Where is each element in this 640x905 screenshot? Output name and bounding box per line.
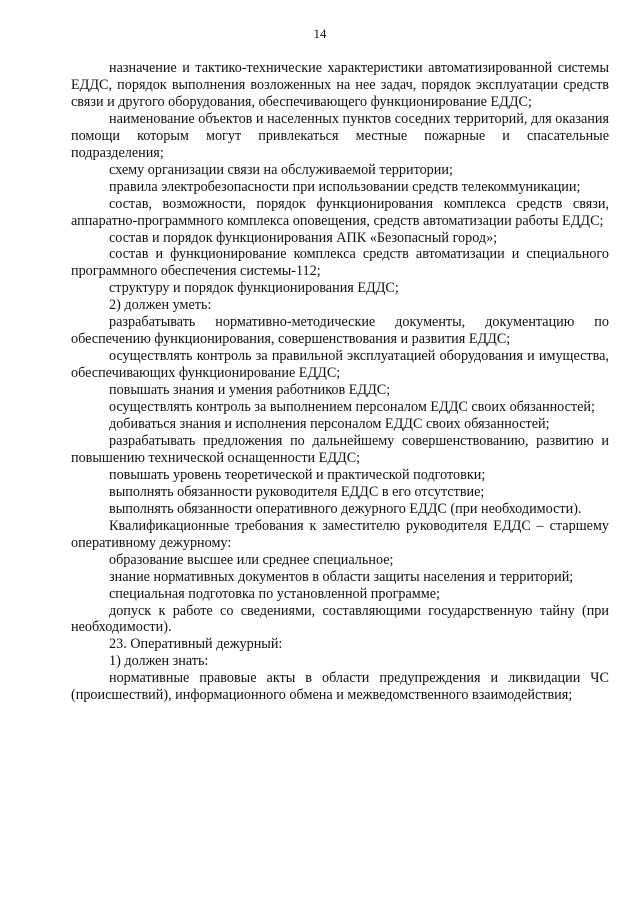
paragraph: выполнять обязанности оперативного дежурного ЕДДС (при необходимости). <box>109 500 582 517</box>
paragraph: Квалификационные требования к заместителю руководителя ЕДДС – старшему оперативному дежурному: <box>71 517 609 551</box>
paragraph: наименование объектов и населенных пунктов соседних территорий, для оказания помощи которым могут привлекаться местные пожарные и спасательные подразделения; <box>71 110 609 161</box>
paragraph: структуру и порядок функционирования ЕДДС; <box>109 280 399 297</box>
paragraph: состав и функционирование комплекса средств автоматизации и специального программного обеспечения системы-112; <box>71 246 609 280</box>
paragraph: разрабатывать нормативно-методические документы, документацию по обеспечению функционирования, совершенствования и развития ЕДДС; <box>71 314 609 348</box>
paragraph: схему организации связи на обслуживаемой территории; <box>109 161 453 178</box>
paragraph: состав и порядок функционирования АПК «Безопасный город»; <box>109 229 498 246</box>
paragraph: осуществлять контроль за выполнением персоналом ЕДДС своих обязанностей; <box>109 399 595 416</box>
paragraph: правила электробезопасности при использовании средств телекоммуникации; <box>109 178 581 195</box>
paragraph: добиваться знания и исполнения персоналом ЕДДС своих обязанностей; <box>109 416 550 433</box>
section-heading: 23. Оперативный дежурный: <box>109 636 283 653</box>
paragraph: нормативные правовые акты в области предупреждения и ликвидации ЧС (происшествий), информационного обмена и межведомственного взаимодействия; <box>71 670 609 704</box>
paragraph: повышать уровень теоретической и практической подготовки; <box>109 466 486 483</box>
paragraph: знание нормативных документов в области защиты населения и территорий; <box>109 568 574 585</box>
paragraph: назначение и тактико-технические характеристики автоматизированной системы ЕДДС, порядок выполнения возложенных на нее задач, порядок эксплуатации средств связи и другого оборудования, обеспечивающего функционирование ЕДДС; <box>71 60 609 110</box>
paragraph: специальная подготовка по установленной программе; <box>109 585 440 602</box>
page-number: 14 <box>313 26 327 41</box>
paragraph: 1) должен знать: <box>109 653 209 670</box>
paragraph: повышать знания и умения работников ЕДДС; <box>109 382 391 399</box>
paragraph: разрабатывать предложения по дальнейшему совершенствованию, развитию и повышению технической оснащенности ЕДДС; <box>71 432 609 466</box>
paragraph: образование высшее или среднее специальное; <box>109 551 394 568</box>
paragraph: состав, возможности, порядок функционирования комплекса средств связи, аппаратно-программного комплекса оповещения, средств автоматизации работы ЕДДС; <box>71 195 609 229</box>
paragraph: допуск к работе со сведениями, составляющими государственную тайну (при необходимости). <box>71 602 609 636</box>
paragraph: осуществлять контроль за правильной эксплуатацией оборудования и имущества, обеспечивающих функционирование ЕДДС; <box>71 348 609 382</box>
paragraph: 2) должен уметь: <box>109 297 212 314</box>
document-body <box>71 60 609 704</box>
paragraph: выполнять обязанности руководителя ЕДДС в его отсутствие; <box>109 483 485 500</box>
